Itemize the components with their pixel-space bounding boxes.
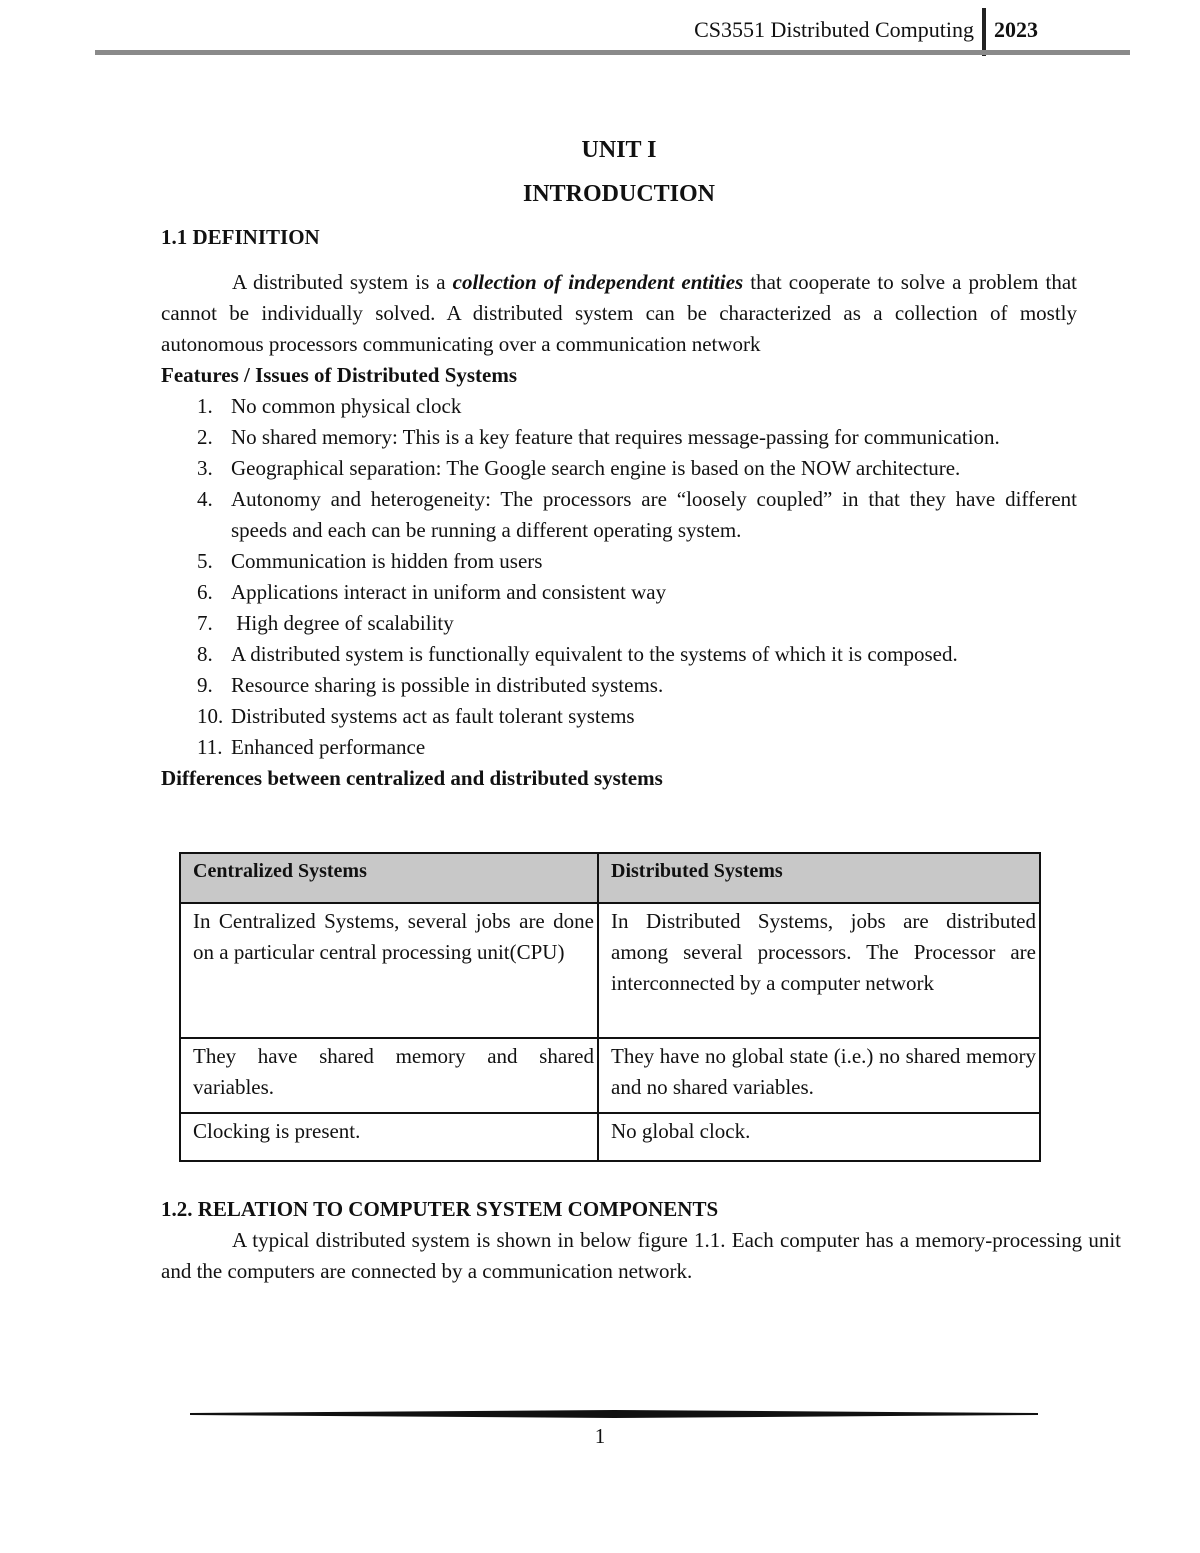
page-content: [161, 130, 1077, 794]
table-cell: In Centralized Systems, several jobs are done on a particular central processing unit(CPU): [180, 903, 598, 1038]
definition-emphasis: collection of independent entities: [452, 270, 744, 294]
list-item: [161, 670, 1077, 701]
list-item-number: 11.: [197, 735, 223, 759]
list-item-text: Resource sharing is possible in distributed systems.: [231, 673, 664, 697]
footer-rule: [190, 1410, 1038, 1418]
definition-text-before: A distributed system is a: [232, 270, 453, 294]
list-item: [161, 391, 1077, 422]
table-row: [180, 903, 1040, 1038]
table-header-cell: Distributed Systems: [598, 853, 1040, 903]
list-item-text: Autonomy and heterogeneity: The processors are “loosely coupled” in that they have different speeds and each can be running a different operating system.: [231, 487, 1077, 542]
list-item-number: 5.: [197, 549, 213, 573]
list-item: [161, 453, 1077, 484]
list-item: [161, 732, 1077, 763]
table-cell: No global clock.: [598, 1113, 1040, 1161]
table-header-cell: Centralized Systems: [180, 853, 598, 903]
list-item-text: A distributed system is functionally equivalent to the systems of which it is composed.: [231, 642, 958, 666]
list-item-text: Communication is hidden from users: [231, 549, 543, 573]
list-item-text: Enhanced performance: [231, 735, 426, 759]
table-header-row: [180, 853, 1040, 903]
header-rule: [95, 50, 1130, 55]
table-row: [180, 1038, 1040, 1113]
unit-title: INTRODUCTION: [522, 181, 716, 207]
section-heading-relation: 1.2. RELATION TO COMPUTER SYSTEM COMPONENTS: [161, 1197, 719, 1221]
relation-paragraph: A typical distributed system is shown in below figure 1.1. Each computer has a memory-processing unit and the computers are connected by a communication network.: [161, 1228, 1121, 1283]
list-item: [161, 639, 1077, 670]
list-item-text: Applications interact in uniform and consistent way: [231, 580, 667, 604]
list-item: [161, 546, 1077, 577]
list-item: [161, 484, 1077, 546]
list-item-text: No shared memory: This is a key feature that requires message-passing for communication.: [231, 425, 1000, 449]
section-relation: [161, 1194, 1121, 1287]
comparison-table: [179, 852, 1041, 1162]
table-cell: In Distributed Systems, jobs are distributed among several processors. The Processor are interconnected by a computer network: [598, 903, 1040, 1038]
list-item-number: 2.: [197, 425, 213, 449]
list-item-number: 9.: [197, 673, 213, 697]
definition-paragraph: [161, 267, 1077, 360]
list-item: [161, 701, 1077, 732]
list-item-text: Distributed systems act as fault tolerant systems: [231, 704, 635, 728]
list-item-number: 7.: [197, 611, 213, 635]
unit-label: UNIT I: [581, 137, 657, 163]
list-item-number: 6.: [197, 580, 213, 604]
header-course-title: CS3551 Distributed Computing: [694, 17, 974, 42]
table-cell: They have shared memory and shared variables.: [180, 1038, 598, 1113]
header-separator: [982, 8, 986, 56]
table-cell: Clocking is present.: [180, 1113, 598, 1161]
list-item: [161, 608, 1077, 639]
list-item-number: 3.: [197, 456, 213, 480]
list-item-number: 8.: [197, 642, 213, 666]
section-heading-definition: 1.1 DEFINITION: [161, 225, 320, 249]
list-item-text: No common physical clock: [231, 394, 462, 418]
list-item-text: Geographical separation: The Google search engine is based on the NOW architecture.: [231, 456, 961, 480]
list-item: [161, 577, 1077, 608]
list-item-number: 1.: [197, 394, 213, 418]
definition-text-after: that cooperate to solve a problem that cannot be individually solved. A distributed system can be characterized as a collection of mostly autonomous processors communicating over a communication network: [161, 270, 1078, 356]
list-item-number: 4.: [197, 487, 213, 511]
list-item-text: High degree of scalability: [231, 611, 454, 635]
table-cell: They have no global state (i.e.) no shared memory and no shared variables.: [598, 1038, 1040, 1113]
table-row: [180, 1113, 1040, 1161]
list-item: [161, 422, 1077, 453]
header-year: 2023: [994, 17, 1038, 42]
page-number: 1: [594, 1424, 606, 1448]
features-heading: Features / Issues of Distributed Systems: [161, 363, 518, 387]
list-item-number: 10.: [197, 704, 224, 728]
features-list: [161, 391, 1077, 763]
differences-heading: Differences between centralized and distributed systems: [161, 766, 663, 790]
